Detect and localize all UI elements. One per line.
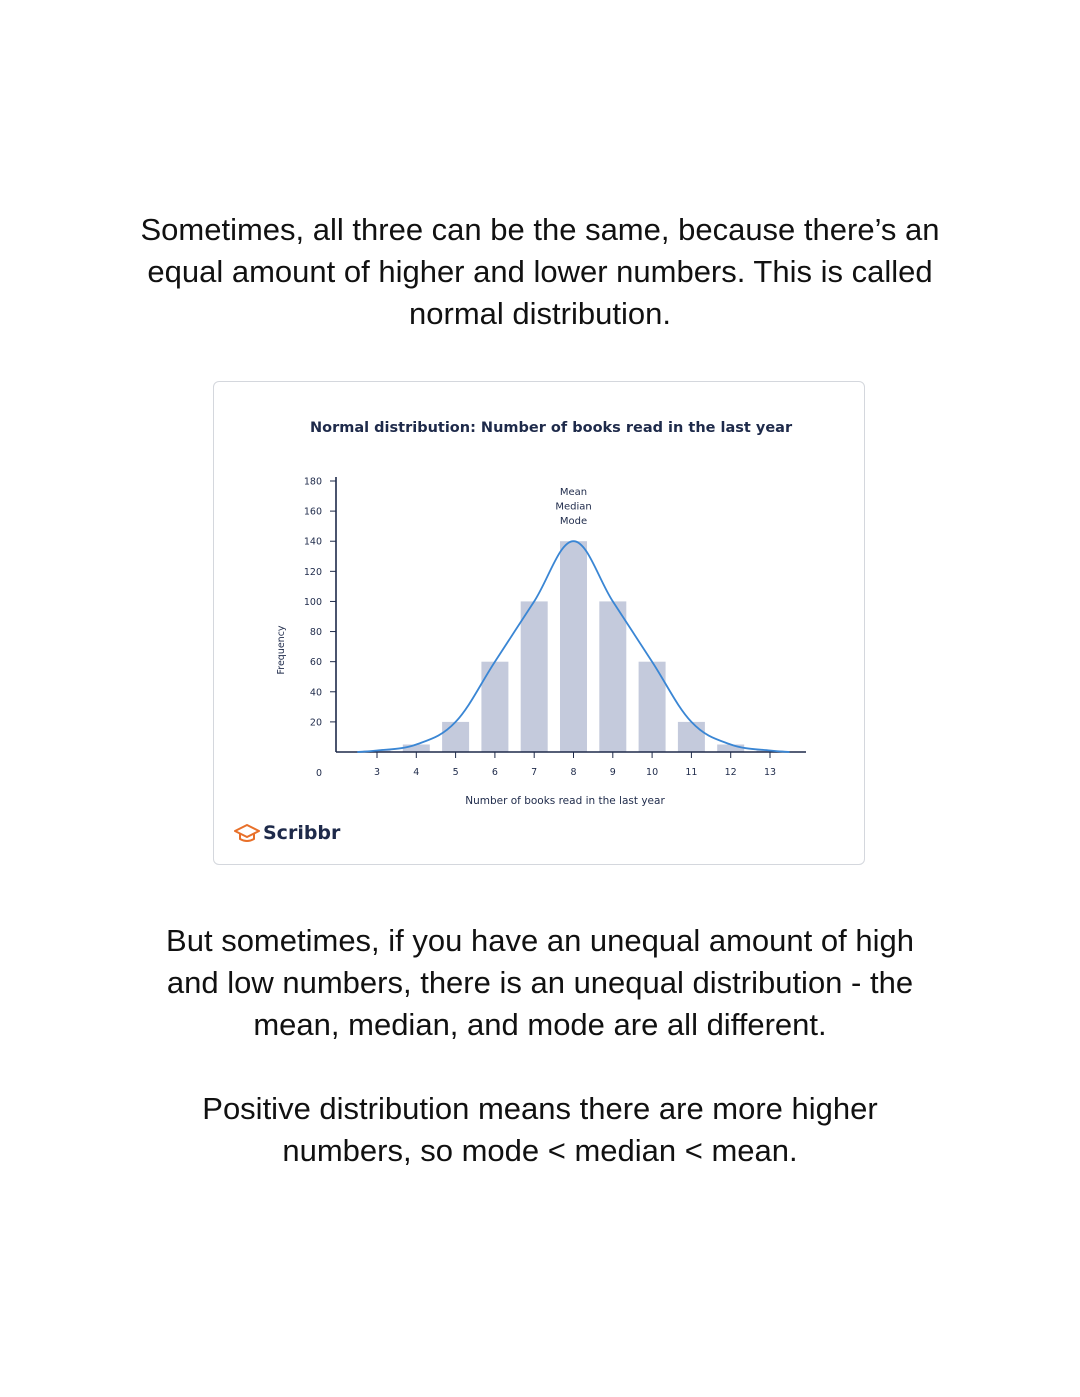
x-tick-label: 9	[609, 767, 616, 778]
x-axis-label: Number of books read in the last year	[465, 795, 665, 807]
y-tick-label: 180	[303, 476, 322, 488]
y-tick-label: 100	[303, 596, 322, 608]
paragraph-line: Positive distribution means there are more higher	[202, 1091, 878, 1126]
paragraph-line: and low numbers, there is an unequal distribution - the	[166, 965, 914, 1000]
bar	[678, 722, 705, 752]
bar	[639, 662, 666, 752]
paragraph-normal-distribution	[0, 209, 1080, 335]
y-tick-label: 120	[303, 566, 322, 578]
bar	[481, 662, 508, 752]
y-tick-label: 60	[309, 657, 322, 669]
brand-logo	[234, 822, 340, 844]
paragraph-line: normal distribution.	[409, 296, 671, 331]
x-tick-label: 13	[763, 767, 777, 778]
x-tick-label: 6	[491, 767, 498, 778]
bar	[442, 722, 469, 752]
normal-distribution-chart	[214, 382, 864, 864]
y-tick-label: 40	[309, 687, 322, 699]
bar	[599, 601, 626, 752]
y-axis-label: Frequency	[276, 625, 287, 675]
y-tick-label: 0	[315, 768, 322, 779]
x-tick-label: 4	[413, 767, 420, 778]
y-tick-label: 160	[303, 506, 322, 518]
x-tick-label: 8	[570, 767, 577, 778]
x-tick-label: 11	[685, 767, 698, 778]
paragraph-unequal-distribution	[0, 920, 1080, 1046]
chart-title: Normal distribution: Number of books read in the last year	[310, 420, 793, 436]
bar	[521, 601, 548, 752]
x-tick-label: 3	[373, 767, 381, 778]
peak-annotation: Median	[555, 501, 592, 513]
paragraph-line: Sometimes, all three can be the same, because there’s an	[140, 212, 940, 247]
y-tick-label: 140	[303, 536, 322, 548]
x-tick-label: 10	[646, 767, 659, 778]
paragraph-line: mean, median, and mode are all different.	[253, 1007, 827, 1042]
paragraph-line: numbers, so mode < median < mean.	[282, 1133, 798, 1168]
y-tick-label: 80	[309, 627, 322, 639]
peak-annotation: Mean	[559, 487, 588, 498]
bar	[560, 541, 587, 752]
bar	[403, 745, 430, 753]
x-tick-label: 12	[724, 767, 737, 778]
paragraph-line: But sometimes, if you have an unequal amount of high	[166, 923, 914, 958]
figure-card	[213, 381, 865, 865]
y-tick-label: 20	[309, 717, 322, 729]
paragraph-positive-distribution	[0, 1088, 1080, 1172]
brand-name: Scribbr	[263, 822, 341, 844]
graduation-cap-icon	[234, 823, 260, 843]
bar	[717, 745, 744, 753]
x-tick-label: 5	[452, 767, 459, 778]
peak-annotation: Mode	[559, 516, 588, 527]
paragraph-line: equal amount of higher and lower numbers. This is called	[147, 254, 933, 289]
x-tick-label: 7	[531, 767, 538, 778]
